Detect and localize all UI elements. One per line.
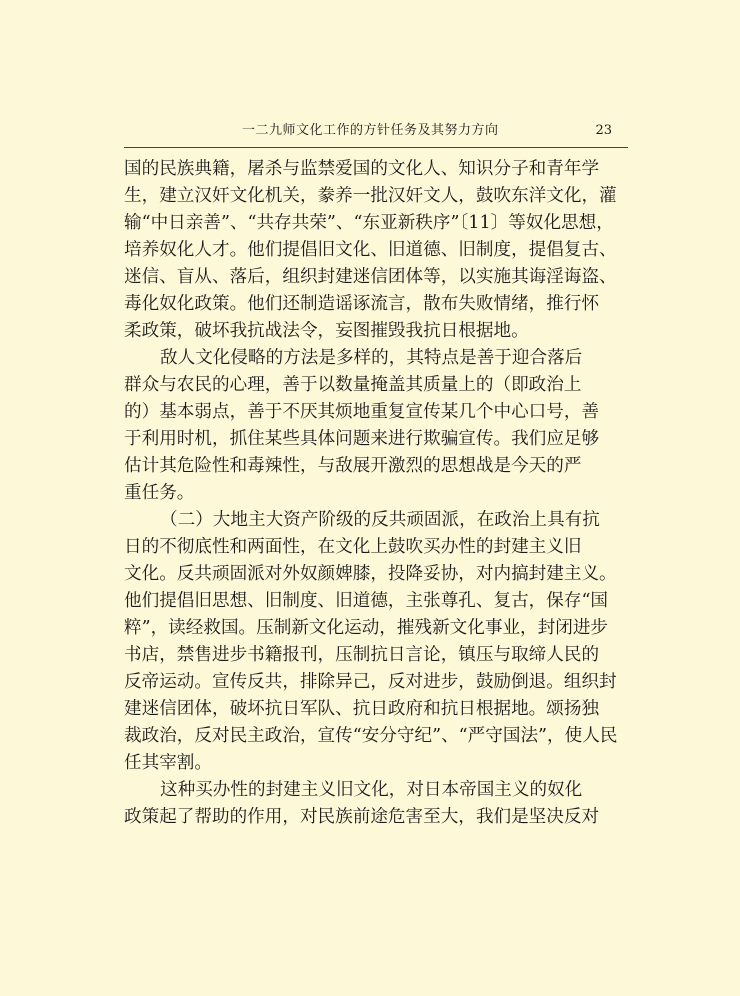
text-line: 书店，禁售进步书籍报刊，压制抗日言论，镇压与取缔人民的	[124, 645, 600, 665]
running-header	[124, 122, 628, 144]
text-line: 裁政治，反对民主政治，宣传“安分守纪”、“严守国法”，使人民	[124, 726, 618, 746]
text-line: 日的不彻底性和两面性，在文化上鼓吹买办性的封建主义旧	[124, 537, 582, 557]
text-line: 政策起了帮助的作用，对民族前途危害至大，我们是坚决反对	[124, 807, 600, 827]
text-line: 群众与农民的心理，善于以数量掩盖其质量上的（即政治上	[124, 375, 582, 395]
text-line: 粹”，读经救国。压制新文化运动，摧残新文化事业，封闭进步	[124, 618, 609, 638]
text-line: 文化。反共顽固派对外奴颜婢膝，投降妥协，对内搞封建主义。	[124, 564, 617, 584]
paragraph-first-line: （二）大地主大资产阶级的反共顽固派，在政治上具有抗	[160, 510, 600, 530]
text-line: 重任务。	[124, 483, 195, 503]
paragraph-first-line: 这种买办性的封建主义旧文化，对日本帝国主义的奴化	[160, 780, 583, 800]
text-line: 迷信、盲从、落后，组织封建迷信团体等，以实施其诲淫诲盗、	[124, 267, 617, 287]
text-line: 生，建立汉奸文化机关，豢养一批汉奸文人，鼓吹东洋文化，灌	[124, 186, 617, 206]
page-number: 23	[595, 123, 612, 138]
paragraph-first-line: 敌人文化侵略的方法是多样的，其特点是善于迎合落后	[160, 348, 583, 368]
text-line: 国的民族典籍，屠杀与监禁爱国的文化人、知识分子和青年学	[124, 159, 600, 179]
text-line: 输“中日亲善”、“共存共荣”、“东亚新秩序”〔11〕等奴化思想，	[124, 213, 614, 233]
text-line: 的）基本弱点，善于不厌其烦地重复宣传某几个中心口号，善	[124, 402, 600, 422]
body-text	[124, 156, 634, 831]
text-line: 估计其危险性和毒辣性，与敌展开激烈的思想战是今天的严	[124, 456, 582, 476]
text-line: 反帝运动。宣传反共，排除异己，反对进步，鼓励倒退。组织封	[124, 672, 617, 692]
header-divider	[124, 147, 628, 148]
running-header-title: 一二九师文化工作的方针任务及其努力方向	[242, 123, 499, 138]
text-line: 毒化奴化政策。他们还制造谣诼流言，散布失败情绪，推行怀	[124, 294, 600, 314]
text-line: 任其宰割。	[124, 753, 212, 773]
text-line: 于利用时机，抓住某些具体问题来进行欺骗宣传。我们应足够	[124, 429, 600, 449]
text-line: 建迷信团体，破坏抗日军队、抗日政府和抗日根据地。颂扬独	[124, 699, 600, 719]
text-line: 培养奴化人才。他们提倡旧文化、旧道德、旧制度，提倡复古、	[124, 240, 617, 260]
text-line: 柔政策，破坏我抗战法令，妄图摧毁我抗日根据地。	[124, 321, 529, 341]
text-line: 他们提倡旧思想、旧制度、旧道德，主张尊孔、复古，保存“国	[124, 591, 609, 611]
